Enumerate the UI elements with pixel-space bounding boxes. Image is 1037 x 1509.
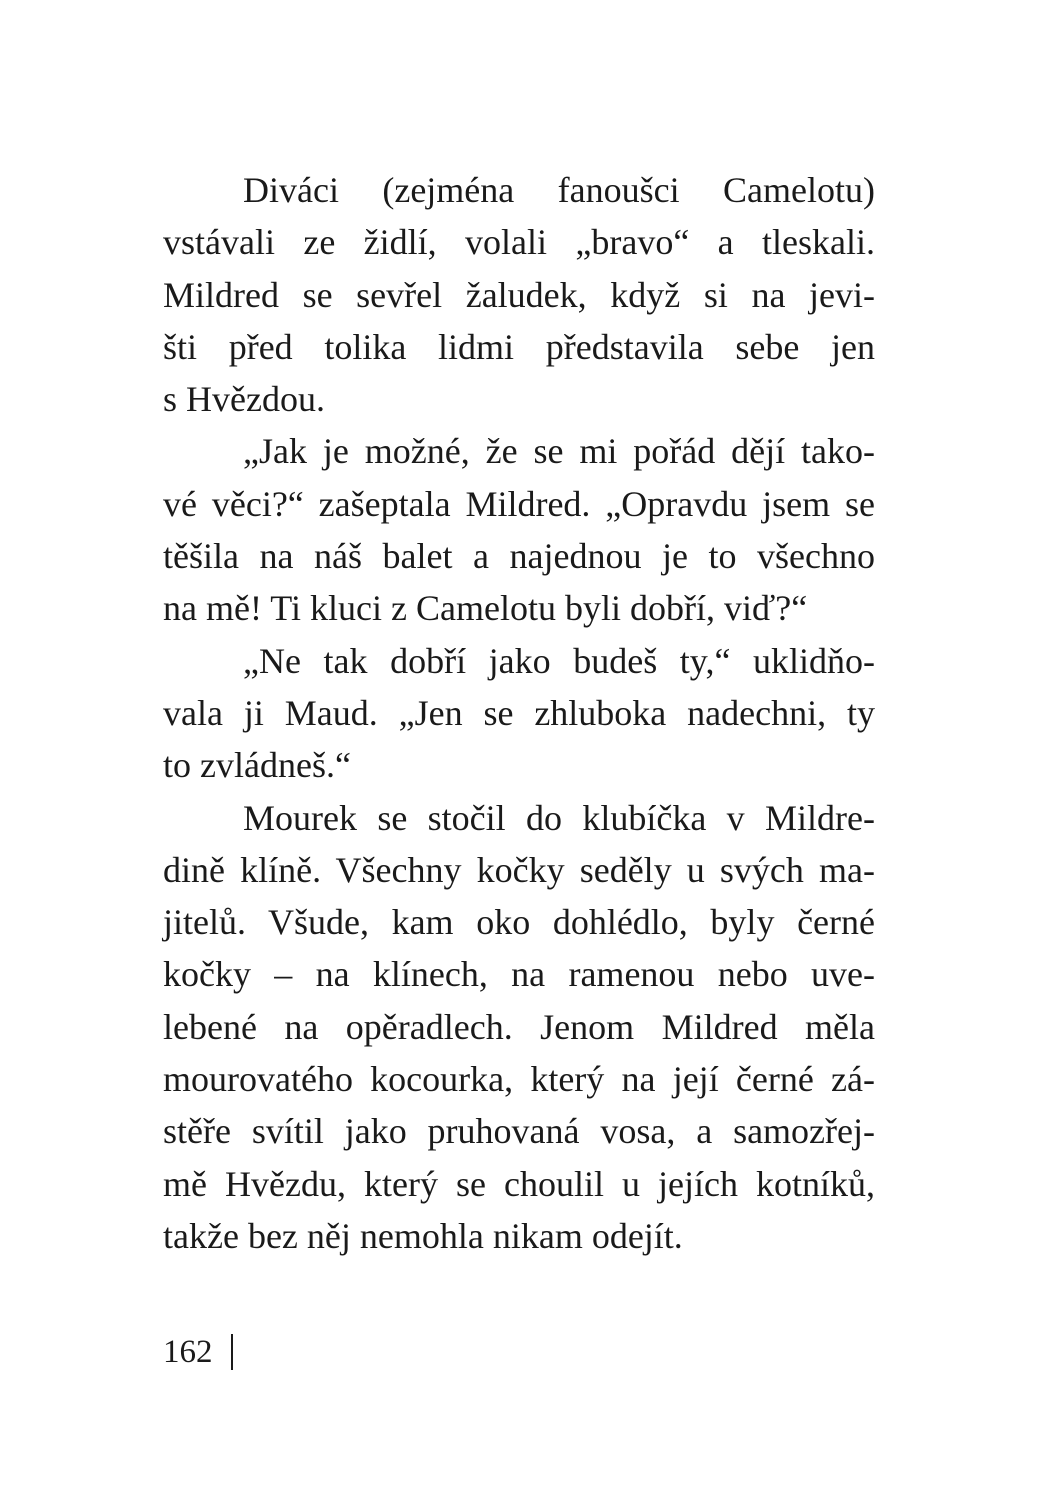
text-line: Diváci (zejména fanoušci Camelotu): [243, 170, 875, 210]
text-line: Mildred se sevřel žaludek, když si na jevi-: [163, 274, 875, 315]
text-line: vstávali ze židlí, volali „bravo“ a tleskali.: [163, 222, 875, 263]
body-text: [163, 164, 875, 1262]
text-line: mě Hvězdu, který se choulil u jejích kotníků,: [163, 1163, 875, 1204]
text-line: jitelů. Všude, kam oko dohlédlo, byly černé: [163, 902, 875, 943]
text-line: na mě! Ti kluci z Camelotu byli dobří, viď?“: [163, 588, 808, 629]
text-line: takže bez něj nemohla nikam odejít.: [163, 1215, 683, 1256]
page-number-separator: [231, 1334, 233, 1370]
page-number: 162: [163, 1334, 213, 1370]
text-line: Mourek se stočil do klubíčka v Mildre-: [243, 797, 875, 838]
text-line: vala ji Maud. „Jen se zhluboka nadechni, ty: [163, 692, 875, 733]
text-line: dině klíně. Všechny kočky seděly u svých ma-: [163, 849, 875, 890]
page-footer: [163, 1330, 233, 1374]
text-line: kočky – na klínech, na ramenou nebo uve-: [163, 954, 875, 995]
text-line: lebené na opěradlech. Jenom Mildred měla: [163, 1006, 875, 1047]
text-line: „Ne tak dobří jako budeš ty,“ uklidňo-: [243, 640, 875, 681]
text-line: to zvládneš.“: [163, 745, 351, 786]
text-line: stěře svítil jako pruhovaná vosa, a samozřej-: [163, 1111, 875, 1152]
text-line: vé věci?“ zašeptala Mildred. „Opravdu jsem se: [163, 483, 875, 524]
text-line: šti před tolika lidmi představila sebe jen: [163, 326, 875, 367]
text-line: s Hvězdou.: [163, 379, 325, 420]
text-line: těšila na náš balet a najednou je to všechno: [163, 536, 875, 577]
text-line: mourovatého kocourka, který na její černé zá-: [163, 1059, 875, 1100]
text-line: „Jak je možné, že se mi pořád dějí tako-: [243, 431, 875, 472]
